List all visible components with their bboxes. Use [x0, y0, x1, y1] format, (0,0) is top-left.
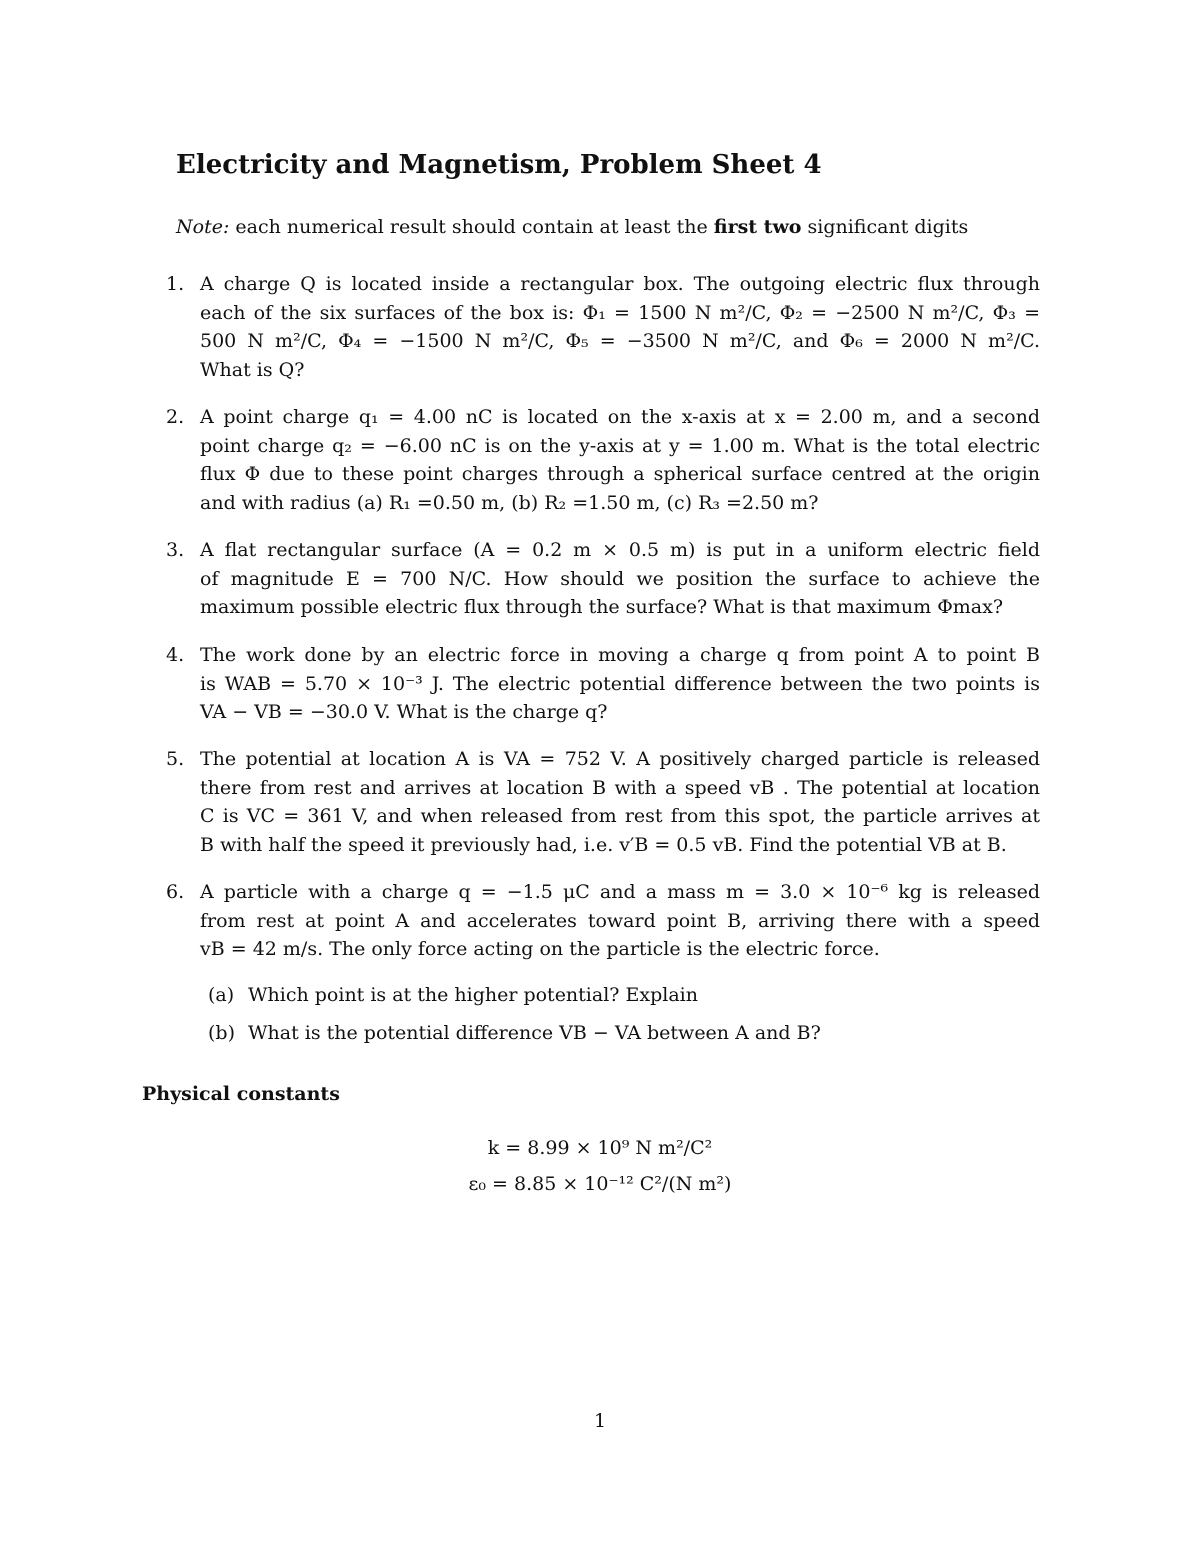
problem-1	[166, 270, 1040, 384]
part-b	[208, 1022, 821, 1044]
note-label: Note:	[176, 216, 230, 238]
problem-line: maximum possible electric flux through the surface? What is that maximum Φmax?	[200, 596, 1004, 619]
problem-line: The potential at location A is VA = 752 V. A positively charged particle is released	[200, 748, 1040, 770]
problem-text	[200, 270, 1040, 384]
problem-line: C is VC = 361 V, and when released from rest from this spot, the particle arrives at	[200, 805, 1040, 828]
problem-line: and with radius (a) R₁ =0.50 m, (b) R₂ =1.50 m, (c) R₃ =2.50 m?	[200, 491, 819, 514]
problem-text	[200, 536, 1040, 622]
problem-text	[200, 878, 1040, 964]
problem-line: there from rest and arrives at location B with a speed vB . The potential at location	[200, 776, 1040, 799]
constants-block	[0, 1130, 1200, 1202]
problem-line: The work done by an electric force in moving a charge q from point A to point B	[200, 644, 1040, 666]
problem-line: 500 N m²/C, Φ₄ = −1500 N m²/C, Φ₅ = −3500 N m²/C, and Φ₆ = 2000 N m²/C.	[200, 330, 1040, 353]
problem-2	[166, 403, 1040, 517]
problem-number: 3.	[166, 539, 185, 561]
problem-text	[200, 745, 1040, 859]
problem-text	[200, 641, 1040, 727]
note-text-before: each numerical result should contain at least the	[229, 216, 714, 238]
problem-line: A flat rectangular surface (A = 0.2 m × 0.5 m) is put in a uniform electric field	[200, 539, 1040, 561]
note-text-after: significant digits	[801, 216, 969, 238]
problem-line: VA − VB = −30.0 V. What is the charge q?	[200, 701, 608, 724]
problem-line: B with half the speed it previously had, i.e. v′B = 0.5 vB. Find the potential VB at B.	[200, 833, 1007, 856]
problem-line: of magnitude E = 700 N/C. How should we position the surface to achieve the	[200, 567, 1040, 590]
problem-text	[200, 403, 1040, 517]
problem-3	[166, 536, 1040, 622]
page-title: Electricity and Magnetism, Problem Sheet 4	[176, 150, 822, 180]
constant-k: k = 8.99 × 10⁹ N m²/C²	[487, 1137, 713, 1159]
problem-number: 6.	[166, 881, 185, 903]
problem-number: 4.	[166, 644, 185, 666]
note-emphasis: first two	[713, 216, 802, 238]
problem-line: A point charge q₁ = 4.00 nC is located on the x-axis at x = 2.00 m, and a second	[200, 406, 1040, 428]
part-label: (a)	[208, 984, 235, 1006]
problem-number: 1.	[166, 273, 185, 295]
part-a	[208, 984, 821, 1022]
problem-line: What is Q?	[200, 358, 305, 381]
part-label: (b)	[208, 1022, 235, 1044]
constants-heading: Physical constants	[142, 1083, 340, 1105]
problem-6	[166, 878, 1040, 964]
problem-line: from rest at point A and accelerates toward point B, arriving there with a speed	[200, 909, 1040, 932]
problem-line: A charge Q is located inside a rectangular box. The outgoing electric flux through	[200, 273, 1040, 295]
problem-line: point charge q₂ = −6.00 nC is on the y-axis at y = 1.00 m. What is the total electric	[200, 434, 1040, 457]
part-text: What is the potential difference VB − VA between A and B?	[248, 1022, 821, 1044]
problem-6-parts	[208, 984, 821, 1044]
problem-line: flux Φ due to these point charges through a spherical surface centred at the origin	[200, 463, 1040, 486]
problem-4	[166, 641, 1040, 727]
problem-line: each of the six surfaces of the box is: Φ₁ = 1500 N m²/C, Φ₂ = −2500 N m²/C, Φ₃ =	[200, 301, 1040, 324]
note	[176, 216, 968, 238]
problem-line: vB = 42 m/s. The only force acting on the particle is the electric force.	[200, 938, 880, 961]
part-text: Which point is at the higher potential? Explain	[248, 984, 698, 1006]
page-number: 1	[593, 1410, 607, 1432]
problem-number: 2.	[166, 406, 185, 428]
problem-line: A particle with a charge q = −1.5 μC and a mass m = 3.0 × 10⁻⁶ kg is released	[200, 881, 1040, 903]
problem-number: 5.	[166, 748, 185, 770]
problem-5	[166, 745, 1040, 859]
problem-line: is WAB = 5.70 × 10⁻³ J. The electric potential difference between the two points is	[200, 672, 1040, 695]
constant-epsilon0: ε₀ = 8.85 × 10⁻¹² C²/(N m²)	[468, 1173, 732, 1195]
